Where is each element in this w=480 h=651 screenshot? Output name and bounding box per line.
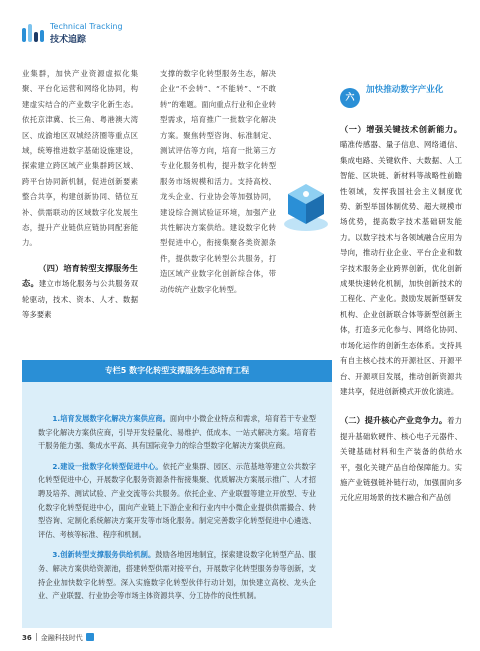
header-cn-title: 技术追踪 [50, 35, 87, 45]
box-item-head: 3.创新转型支撑服务供给机制。 [52, 550, 156, 560]
box-item [38, 548, 316, 602]
data-cube-icon [276, 176, 336, 236]
subheading-text: （四）培育转型支撑服务生态。 [22, 262, 138, 289]
page-footer [22, 633, 94, 643]
page-number: 36 [22, 634, 32, 642]
journal-name: 金融科技时代 [40, 634, 83, 642]
box-item [38, 412, 316, 453]
header-en-title: Technical Tracking [50, 22, 123, 31]
column-3 [340, 122, 462, 506]
subheading [340, 413, 462, 505]
box-item [38, 460, 316, 542]
logo-icon [22, 24, 48, 46]
subheading-text: （二）提升核心产业竞争力。 [340, 415, 448, 426]
paragraph: 业集群，加快产业资源虚拟化集聚、平台化运营和网络化协同，构建虚实结合的产业数字化新生态。依托京津冀、长三角、粤港澳大湾区、成渝地区双城经济圈等重点区域，统筹推进数字基础设施建设，探索建立跨区域产业集群跨区域、跨平台协同新机制，促进创新要素整合共享，构建创新协同、错位互补、供需联动的区域数字化发展生态，提升产业链供应链协同配套能力。 [22, 69, 138, 248]
box-item-body: 鼓励各地因地制宜，探索建设数字化转型产品、服务、解决方案供给资源池，搭建转型供需对接平台，开展数字化转型服务券等创新，支持企业加快数字化转型。深入实施数字化转型伙伴行动计划，加快建立高校、龙头企业、产业联盟、行业协会等市场主体资源共享、分工协作的良性机制。 [38, 550, 316, 601]
subheading [340, 122, 462, 399]
journal-mark-icon [86, 633, 94, 641]
subheading-text: （一）增强关键技术创新能力。 [340, 124, 462, 134]
box-title: 专栏5 数字化转型支撑服务生态培育工程 [22, 360, 332, 382]
paragraph: 着力提升基础软硬件、核心电子元器件、关键基础材料和生产装备的供给水平，强化关键产品自给保障能力。实施产业链强链补链行动，加强面向多元化应用场景的技术融合和产品创 [340, 416, 462, 503]
section-number: 六 [340, 88, 360, 108]
sidebar-box [22, 360, 332, 628]
box-item-body: 面向中小微企业特点和需求，培育若干专业型数字化解决方案供应商，引导开发轻量化、易维护、低成本、一站式解决方案。培育若干服务能力强、集成水平高、具有国际竞争力的综合型数字化解决方案供应商。 [38, 414, 316, 451]
section-title: 加快推动数字产业化 [366, 85, 444, 95]
subheading [22, 261, 138, 323]
column-2 [160, 66, 276, 297]
paragraph: 支撑的数字化转型服务生态，解决企业“不会转”、“不能转”、“不敢转”的难题。面向重点行业和企业转型需求，培育推广一批数字化解决方案。聚焦转型咨询、标准制定、测试评估等方向，培育一批第三方专业化服务机构，提升数字化转型服务市场规模和活力。支持高校、龙头企业、行业协会等加强协同，建设综合测试验证环境，加强产业共性解决方案供给。建设数字化转型促进中心，衔接集聚各类资源条件，提供数字化转型公共服务，打造区域产业数字化创新综合体，带动传统产业数字化转型。 [160, 69, 276, 294]
box-body [38, 412, 316, 610]
paragraph: 建立市场化服务与公共服务双轮驱动，技术、资本、人才、数据等多要素 [22, 279, 138, 320]
column-1 [22, 66, 138, 323]
paragraph: 瞄准传感器、量子信息、网络通信、集成电路、关键软件、大数据、人工智能、区块链、新材料等战略性前瞻性领域，发挥我国社会主义制度优势、新型举国体制优势、超大规模市场优势，提高数字技术基础研发能力。以数字技术与各领域融合应用为导向，推动行业企业、平台企业和数字技术服务企业跨界创新，优化创新成果快速转化机制，加快创新技术的工程化、产业化。鼓励发展新型研发机构、企业创新联合体等新型创新主体，打造多元化参与、网络化协同、市场化运作的创新生态体系。支持具有自主核心技术的开源社区、开源平台、开源项目发展，推动创新资源共建共享，促进创新模式开放化演进。 [340, 140, 462, 396]
footer-divider [36, 633, 37, 641]
box-item-head: 1.培育发展数字化解决方案供应商。 [52, 414, 170, 423]
box-item-head: 2.建设一批数字化转型促进中心。 [52, 461, 163, 471]
box-item-body: 依托产业集群、园区、示范基地等建立公共数字化转型促进中心，开展数字化服务资源条件衔接集聚、优质解决方案展示推广、人才招聘及培养、测试试验、产业交流等公共服务。依托企业、产业联盟等建立开放型、专业化数字化转型促进中心，面向产业链上下游企业和行业内中小微企业提供供需撮合、转型咨询、定制化系统解决方案开发等市场化服务。制定完善数字化转型促进中心遴选、评估、考核等标准、程序和机制。 [38, 461, 316, 539]
section-heading [340, 82, 462, 118]
